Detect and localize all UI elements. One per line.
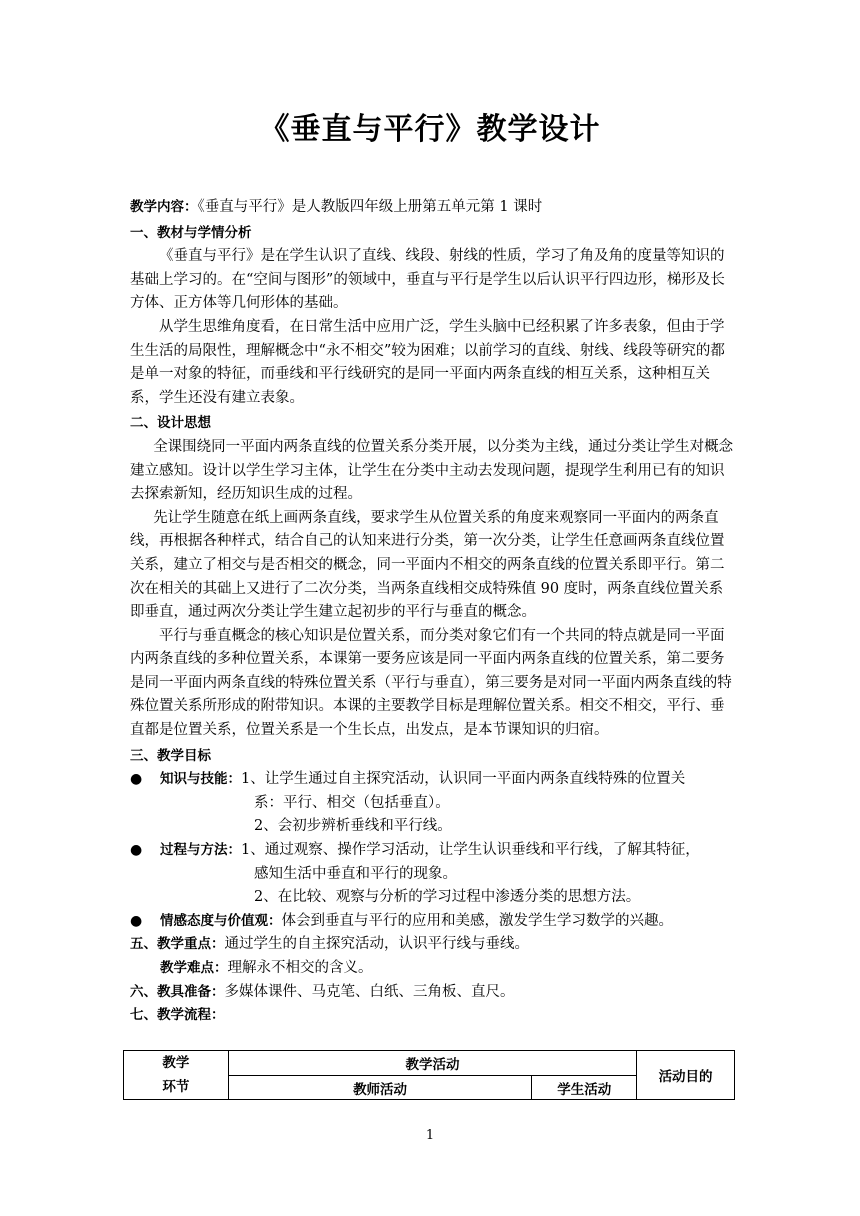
- goal-attitude-text: 体会到垂直与平行的应用和美感，激发学生学习数学的兴趣。: [281, 912, 673, 929]
- section-2-heading: 二、设计思想: [130, 415, 211, 432]
- goal-knowledge-label: 知识与技能：: [160, 771, 241, 788]
- goal-attitude-label: 情感态度与价值观：: [160, 912, 282, 929]
- teaching-flow-table: [123, 1050, 735, 1100]
- page-number: 1: [425, 1128, 435, 1143]
- bullet-icon: ●: [130, 912, 143, 929]
- section-1-paragraph-1: 《垂直与平行》是在学生认识了直线、线段、射线的性质，学习了角及角的度量等知识的基础上学习的。在“空间与图形”的领域中，垂直与平行是学生以后认识平行四边形，梯形及长方体、正方体等几何形体的基础。: [130, 248, 725, 312]
- goal-attitude: [130, 910, 735, 934]
- goal-knowledge-item-2: 2、会初步辨析垂线和平行线。: [254, 818, 452, 835]
- bullet-icon: ●: [130, 771, 143, 788]
- materials-line: [130, 981, 735, 1005]
- teaching-content-label: 教学内容：: [130, 199, 198, 215]
- goal-process-item-1: 1、通过观察、操作学习活动，让学生认识垂线和平行线，了解其特征，: [241, 842, 700, 859]
- materials-label: 六、教具准备：: [130, 983, 225, 1000]
- key-point-text: 通过学生的自主探究活动，认识平行线与垂线。: [224, 936, 529, 953]
- table-header-purpose: 活动目的: [637, 1051, 735, 1100]
- table-header-activities: 教学活动: [228, 1051, 636, 1076]
- goal-knowledge-item-1: 1、让学生通过自主探究活动，认识同一平面内两条直线特殊的位置关: [241, 771, 686, 788]
- section-7-heading: 七、教学流程：: [130, 1007, 225, 1024]
- teaching-content-text: 《垂直与平行》是人教版四年级上册第五单元第 1 课时: [197, 199, 543, 215]
- goal-knowledge-item-1-cont: 系：平行、相交（包括垂直）。: [254, 794, 450, 811]
- section-2-paragraph-2: 先让学生随意在纸上画两条直线，要求学生从位置关系的角度来观察同一平面内的两条直线，再根据各种样式，结合自己的认知来进行分类，第一次分类，让学生任意画两条直线位置关系，建立了相交与是否相交的概念，同一平面内不相交的两条直线的位置关系即平行。第二次在相关的其础上又进行了二次分类，当两条直线相交成特殊值 90 度时，两条直线位置关系即垂直，通过两次分类让学生建立起初步的平行与垂直的概念。: [130, 509, 725, 621]
- goal-process-item-2: 2、在比较、观察与分析的学习过程中渗透分类的思想方法。: [254, 889, 641, 906]
- table-header-stage-line2: 环节: [162, 1079, 190, 1095]
- bullet-icon: ●: [130, 842, 143, 859]
- section-2-paragraph-1: 全课围绕同一平面内两条直线的位置关系分类开展，以分类为主线，通过分类让学生对概念建立感知。设计以学生学习主体，让学生在分类中主动去发现问题，提现学生利用已有的知识去探索新知，经历知识生成的过程。: [130, 438, 734, 503]
- table-header-stage-line1: 教学: [162, 1055, 190, 1071]
- difficulty-label: 教学难点：: [160, 960, 228, 976]
- section-3-heading: 三、教学目标: [130, 747, 211, 764]
- section-2-paragraph-3: 平行与垂直概念的核心知识是位置关系，而分类对象它们有一个共同的特点就是同一平面内两条直线的多种位置关系，本课第一要务应该是同一平面内两条直线的位置关系，第二要务是同一平面内两条直线的特殊位置关系（平行与垂直），第三要务是对同一平面内两条直线的特殊位置关系所形成的附带知识。本课的主要教学目标是理解位置关系。相交不相交，平行、垂直都是位置关系，位置关系是一个生长点，出发点，是本节课知识的归宿。: [130, 627, 732, 739]
- table-header-student: 学生活动: [532, 1076, 637, 1100]
- teaching-content-line: [130, 196, 735, 220]
- goal-process: [130, 839, 735, 863]
- section-1-paragraph-2: 从学生思维角度看，在日常生活中应用广泛，学生头脑中已经积累了许多表象，但由于学生生活的局限性，理解概念中“永不相交”较为困难；以前学习的直线、射线、线段等研究的都是单一对象的特征，而垂线和平行线研究的是同一平面内两条直线的相互关系，这种相互关系，学生还没有建立表象。: [130, 318, 725, 406]
- materials-text: 多媒体课件、马克笔、白纸、三角板、直尺。: [224, 983, 515, 1000]
- difficulty-text: 理解永不相交的含义。: [227, 960, 373, 976]
- key-point-line: [130, 933, 735, 957]
- key-point-label: 五、教学重点：: [130, 936, 225, 953]
- section-1-heading: 一、教材与学情分析: [130, 224, 252, 241]
- goal-process-label: 过程与方法：: [160, 842, 241, 859]
- difficulty-line: [130, 957, 735, 981]
- document-body: [130, 196, 735, 1028]
- table-header-stage: [124, 1051, 229, 1100]
- table-header-teacher: 教师活动: [228, 1076, 531, 1100]
- goal-process-item-1-cont: 感知生活中垂直和平行的现象。: [254, 865, 457, 882]
- goal-knowledge: [130, 768, 735, 792]
- document-title: 《垂直与平行》教学设计: [259, 112, 601, 147]
